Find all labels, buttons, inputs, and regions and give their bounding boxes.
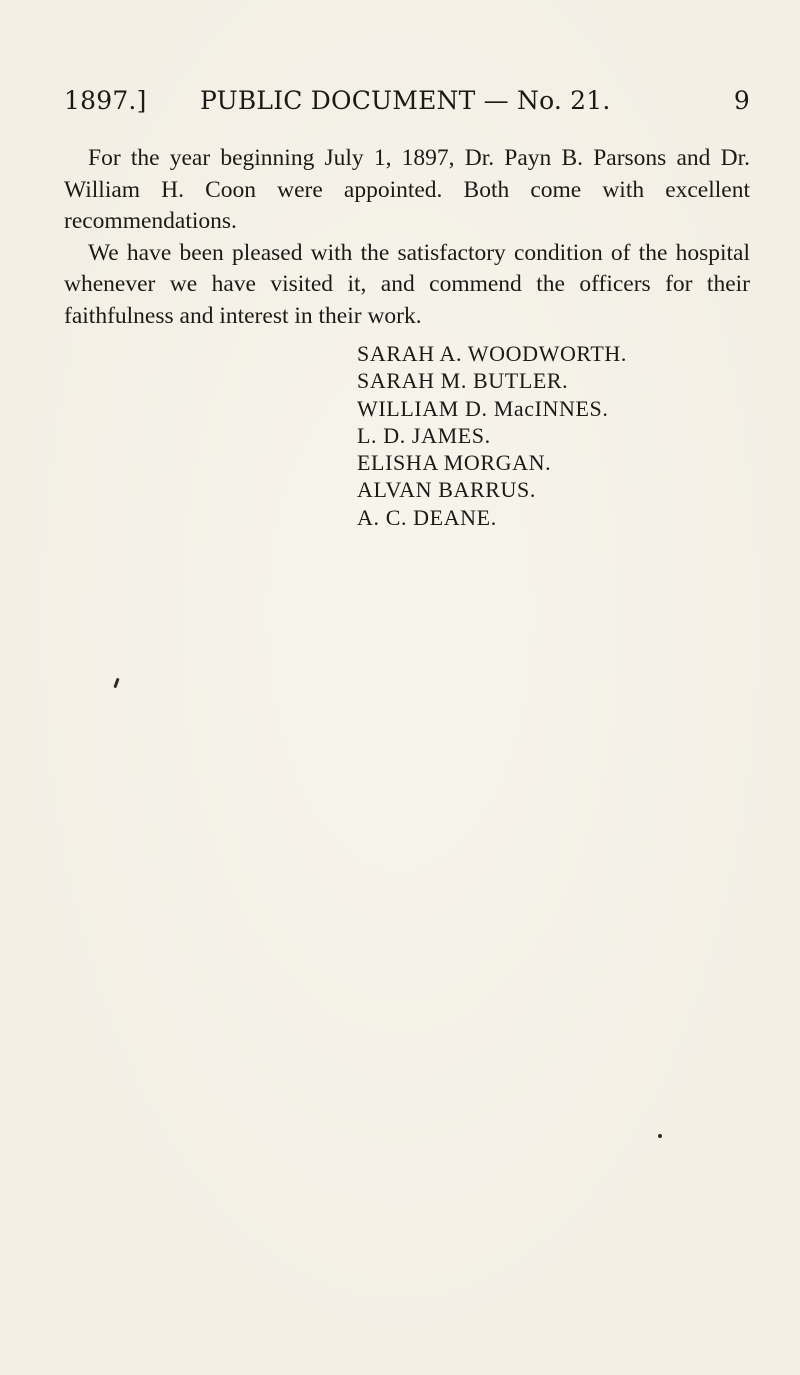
paragraph-appointments: For the year beginning July 1, 1897, Dr. Payn B. Parsons and Dr. William H. Coon were appointed. Both come with excellent recommendations.	[64, 145, 750, 234]
signature-line: A. C. DEANE.	[357, 504, 497, 530]
body-text	[64, 143, 750, 332]
paragraph-commendation: We have been pleased with the satisfactory condition of the hospital whenever we have visited it, and commend the officers for their faithfulness and interest in their work.	[64, 239, 750, 329]
page-number: 9	[733, 86, 750, 115]
ink-speck	[113, 678, 119, 688]
running-head-title: PUBLIC DOCUMENT — No. 21.	[200, 86, 611, 115]
signature-line: WILLIAM D. MacINNES.	[357, 395, 609, 421]
signature-block	[357, 340, 627, 531]
signature-line: SARAH M. BUTLER.	[357, 368, 569, 394]
signature-line: SARAH A. WOODWORTH.	[357, 341, 628, 366]
signature-line: L. D. JAMES.	[357, 422, 491, 448]
running-head	[64, 86, 750, 126]
running-head-year: 1897.]	[64, 86, 147, 115]
signature-line: ALVAN BARRUS.	[357, 477, 536, 503]
ink-speck	[658, 1134, 662, 1138]
signature-line: ELISHA MORGAN.	[357, 450, 552, 476]
